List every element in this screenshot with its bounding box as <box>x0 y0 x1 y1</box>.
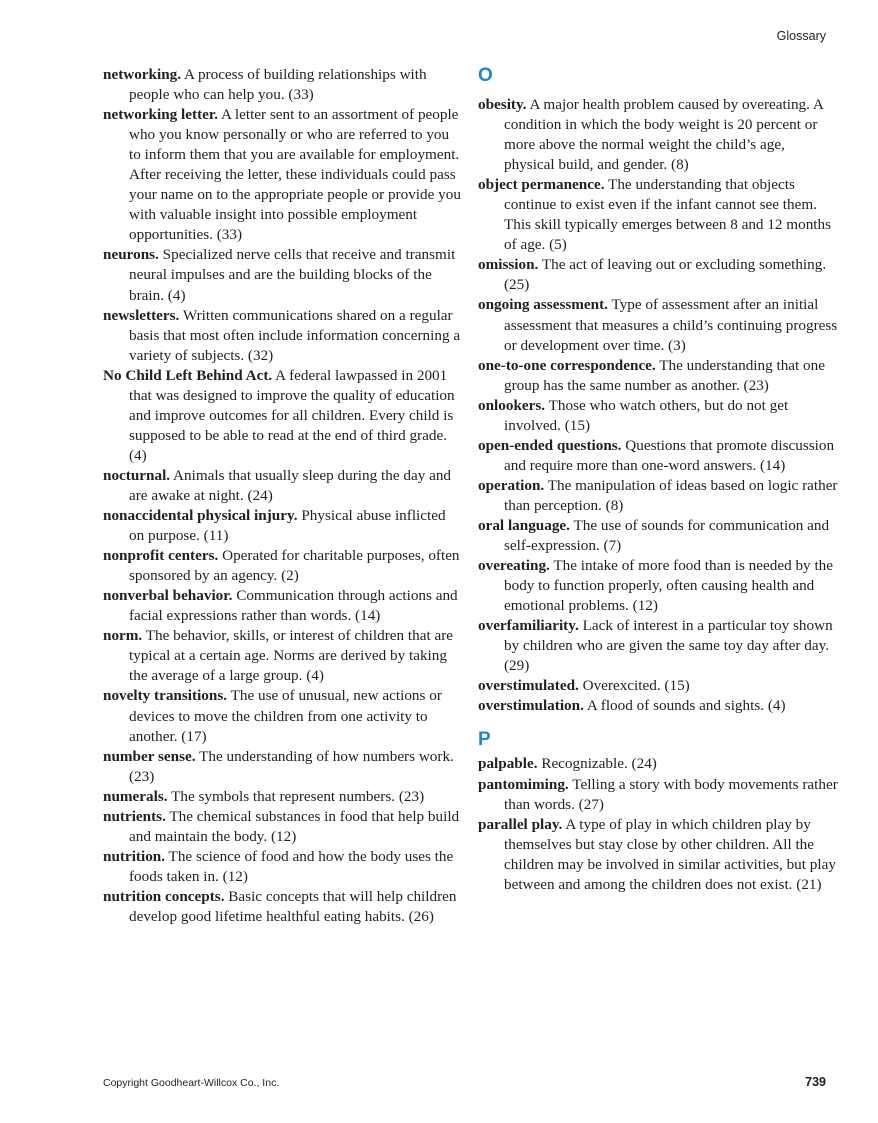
glossary-definition: A letter sent to an assortment of people who you know personally or who are referred to you to inform them that you are available for employment. After receiving the letter, these individuals could pass your name on to the appropriate people or provide you with valuable insight into possible employment opportunities. (33) <box>129 106 461 244</box>
glossary-term: networking letter. <box>103 106 219 124</box>
glossary-term: novelty transitions. <box>103 687 228 705</box>
glossary-entry <box>478 396 838 436</box>
glossary-definition: The intake of more food than is needed by the body to function properly, often causing health and emotional problems. (12) <box>504 557 833 615</box>
glossary-entry <box>103 787 463 807</box>
glossary-term: obesity. <box>478 96 527 113</box>
glossary-column-left <box>103 65 463 927</box>
glossary-definition: A flood of sounds and sights. (4) <box>583 697 786 715</box>
section-o-entries <box>478 95 838 716</box>
glossary-entry <box>103 65 463 105</box>
glossary-definition: The science of food and how the body uses the foods taken in. (12) <box>129 847 454 885</box>
glossary-term: overstimulation. <box>478 697 584 715</box>
glossary-term: one-to-one correspondence. <box>478 356 656 374</box>
glossary-entry <box>103 626 463 686</box>
glossary-term: onlookers. <box>478 396 546 414</box>
glossary-term: nutrients. <box>103 807 166 825</box>
glossary-entry <box>478 295 838 355</box>
glossary-term: networking. <box>103 66 182 83</box>
glossary-term: neurons. <box>103 246 159 264</box>
glossary-entry <box>478 356 838 396</box>
glossary-term: parallel play. <box>478 815 563 833</box>
section-p-entries <box>478 754 838 894</box>
glossary-definition: Specialized nerve cells that receive and transmit neural impulses and are the building blocks of the brain. (4) <box>129 246 456 304</box>
glossary-definition: The use of sounds for communication and self-expression. (7) <box>504 516 830 555</box>
glossary-definition: Communication through actions and facial expressions rather than words. (14) <box>129 587 458 625</box>
glossary-term: nutrition. <box>103 847 166 865</box>
glossary-entry <box>103 245 463 305</box>
glossary-definition: Type of assessment after an initial assessment that measures a child’s continuing progress or development over time. (3) <box>504 296 838 354</box>
glossary-definition: The understanding that one group has the same number as another. (23) <box>504 356 825 394</box>
glossary-definition: Questions that promote discussion and require more than one-word answers. (14) <box>504 436 835 474</box>
glossary-entry <box>103 546 463 586</box>
glossary-term: nonverbal behavior. <box>103 587 233 605</box>
running-head: Glossary <box>776 29 826 43</box>
glossary-term: nonprofit centers. <box>103 547 219 565</box>
glossary-term: ongoing assessment. <box>478 296 608 314</box>
glossary-entry <box>478 676 838 696</box>
section-letter-p: P <box>478 729 491 751</box>
glossary-term: No Child Left Behind Act. <box>103 366 273 384</box>
glossary-definition: Animals that usually sleep during the day and are awake at night. (24) <box>129 466 452 504</box>
copyright-notice: Copyright Goodheart-Willcox Co., Inc. <box>103 1077 280 1089</box>
glossary-definition: The use of unusual, new actions or devices to move the children from one activity to another. (17) <box>129 687 442 745</box>
glossary-definition: A federal lawpassed in 2001 that was designed to improve the quality of education and improve outcomes for all children. Every child is supposed to be able to read at the end of third grade. (4) <box>129 366 455 464</box>
glossary-definition: Recognizable. (24) <box>537 755 657 773</box>
glossary-term: nonaccidental physical injury. <box>103 507 298 525</box>
glossary-definition: A process of building relationships with people who can help you. (33) <box>129 66 427 104</box>
page-number: 739 <box>805 1075 826 1089</box>
glossary-entry <box>478 436 838 476</box>
glossary-definition: The symbols that represent numbers. (23) <box>167 787 425 805</box>
glossary-entry <box>478 696 838 716</box>
glossary-term: number sense. <box>103 747 196 765</box>
glossary-entry <box>103 466 463 506</box>
glossary-term: object permanence. <box>478 176 605 194</box>
glossary-entry <box>478 175 838 255</box>
glossary-definition: The understanding of how numbers work. (23) <box>129 747 454 785</box>
glossary-definition: Those who watch others, but do not get involved. (15) <box>504 396 789 434</box>
glossary-entry <box>478 616 838 676</box>
glossary-term: nocturnal. <box>103 466 171 484</box>
glossary-term: overfamiliarity. <box>478 617 579 635</box>
glossary-term: pantomiming. <box>478 775 569 793</box>
glossary-entry <box>478 754 838 774</box>
glossary-definition: A type of play in which children play by themselves but stay close by other children. All the children may be involved in similar activities, but play between and among the children does not exist. (21) <box>504 815 836 893</box>
section-letter-o: O <box>478 65 493 86</box>
glossary-entry <box>478 516 838 556</box>
glossary-definition: Basic concepts that will help children develop good lifetime healthful eating habits. (26) <box>129 887 457 925</box>
glossary-entry <box>103 887 463 927</box>
glossary-entry <box>103 586 463 626</box>
glossary-entry <box>103 506 463 546</box>
glossary-entry <box>103 306 463 366</box>
glossary-term: open-ended questions. <box>478 436 622 454</box>
glossary-entry <box>103 366 463 466</box>
glossary-entry <box>478 775 838 815</box>
glossary-entry <box>103 807 463 847</box>
glossary-entry <box>478 95 838 175</box>
glossary-definition: Physical abuse inflicted on purpose. (11) <box>129 507 446 545</box>
glossary-entry <box>103 847 463 887</box>
glossary-entry <box>103 105 463 245</box>
glossary-term: overeating. <box>478 557 550 575</box>
glossary-term: operation. <box>478 476 545 494</box>
glossary-term: palpable. <box>478 755 538 773</box>
glossary-definition: Telling a story with body movements rather than words. (27) <box>504 775 838 813</box>
glossary-term: numerals. <box>103 787 168 805</box>
glossary-definition: The act of leaving out or excluding something. (25) <box>504 256 827 294</box>
glossary-term: norm. <box>103 627 143 645</box>
glossary-entry <box>103 747 463 787</box>
glossary-entry <box>478 815 838 895</box>
glossary-term: newsletters. <box>103 306 180 324</box>
glossary-term: omission. <box>478 256 539 274</box>
glossary-entry <box>478 556 838 616</box>
glossary-definition: Written communications shared on a regular basis that most often include information concerning a variety of subjects. (32) <box>129 306 461 364</box>
glossary-term: overstimulated. <box>478 677 579 695</box>
glossary-definition: Overexcited. (15) <box>578 677 690 695</box>
glossary-definition: Operated for charitable purposes, often sponsored by an agency. (2) <box>129 547 460 585</box>
glossary-definition: The behavior, skills, or interest of children that are typical at a certain age. Norms are derived by taking the average of a large group. (4) <box>129 627 454 685</box>
glossary-entry <box>478 255 838 295</box>
glossary-column-right <box>478 65 838 895</box>
glossary-definition: The manipulation of ideas based on logic rather than perception. (8) <box>504 476 838 514</box>
glossary-definition: The chemical substances in food that help build and maintain the body. (12) <box>129 807 460 845</box>
glossary-term: nutrition concepts. <box>103 887 225 905</box>
glossary-definition: A major health problem caused by overeating. A condition in which the body weight is 20 percent or more above the normal weight the child’s age, physical build, and gender. (8) <box>504 96 824 174</box>
glossary-entry <box>478 476 838 516</box>
glossary-term: oral language. <box>478 516 570 534</box>
glossary-entry <box>103 686 463 746</box>
glossary-definition: Lack of interest in a particular toy shown by children who are given the same toy day after day. (29) <box>504 617 833 675</box>
glossary-definition: The understanding that objects continue to exist even if the infant cannot see them. This skill typically emerges between 8 and 12 months of age. (5) <box>504 176 832 254</box>
